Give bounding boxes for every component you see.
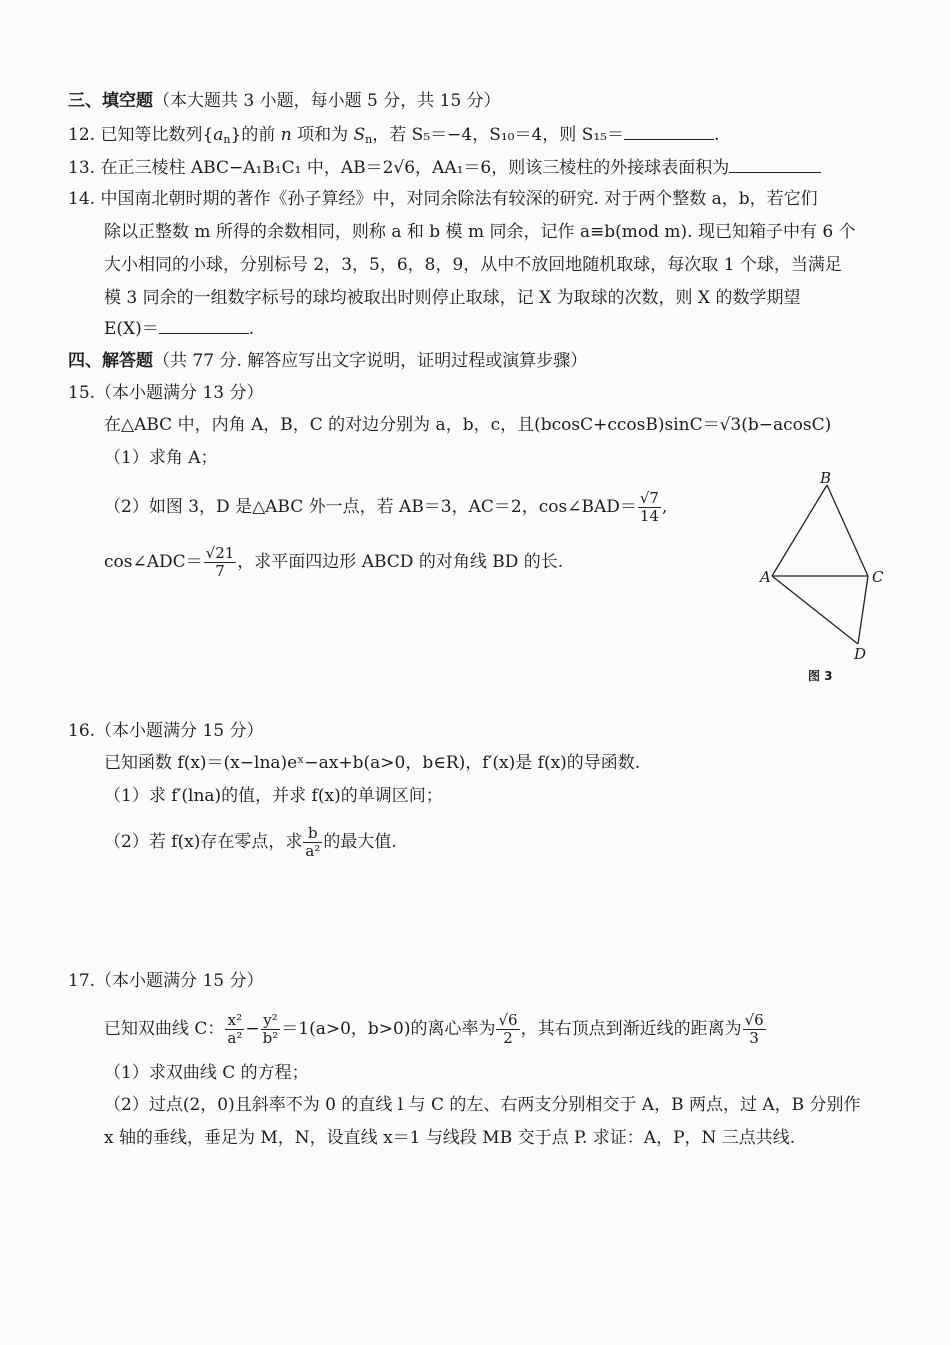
section-note: （本大题共 3 小题，每小题 5 分，共 15 分） — [153, 91, 501, 111]
edge-bc — [827, 485, 868, 576]
q17-part-1: （1）求双曲线 C 的方程； — [104, 1063, 309, 1083]
frac-denominator: b² — [262, 1029, 279, 1047]
section-note: （共 77 分. 解答应写出文字说明，证明过程或演算步骤） — [153, 351, 588, 371]
q16-part-1: （1）求 f′(lna)的值，并求 f(x)的单调区间； — [104, 786, 443, 806]
q17-stem-mid: ＝1(a>0，b>0)的离心率为 — [281, 1019, 496, 1039]
frac-denominator: 3 — [749, 1029, 759, 1047]
q14-line-1: 中国南北朝时期的著作《孙子算经》中，对同余除法有较深的研究. 对于两个整数 a，b，若它们 — [100, 189, 818, 209]
answer-blank[interactable] — [729, 158, 821, 173]
cos-adc-fraction — [204, 545, 237, 580]
q16-stem: 已知函数 f(x)＝(x−lna)eˣ−ax+b(a>0，b∈R)，f′(x)是 f(x)的导函数. — [104, 753, 641, 773]
q14-line-5 — [104, 318, 254, 340]
q16-part-2-lead: （2）若 f(x)存在零点，求 — [104, 832, 303, 852]
question-number: 14. — [68, 189, 96, 209]
section-title: 四、解答题 — [68, 351, 153, 371]
q12-text: 已知等比数列{ — [100, 125, 214, 145]
q14-line-3: 大小相同的小球，分别标号 2，3，5，6，8，9，从中不放回地随机取球，每次取 1 个球，当满足 — [104, 255, 842, 275]
q17-stem-mid-2: ，其右顶点到渐近线的距离为 — [520, 1019, 742, 1039]
cos-adc-label: cos∠ADC＝ — [104, 552, 203, 572]
question-12 — [68, 124, 719, 151]
q13-text: 在正三棱柱 ABC−A₁B₁C₁ 中，AB＝2√6，AA₁＝6，则该三棱柱的外接球表面积为 — [100, 158, 730, 178]
seq-subscript: n — [223, 133, 231, 146]
q15-header: 15.（本小题满分 13 分） — [68, 383, 264, 403]
S-subscript: n — [365, 133, 373, 146]
q16-header: 16.（本小题满分 15 分） — [68, 721, 264, 741]
figure-caption: 图 3 — [808, 669, 833, 683]
n-symbol: n — [280, 125, 292, 145]
frac-numerator: √21 — [205, 544, 235, 562]
vertex-label-d: D — [854, 645, 867, 663]
q15-part-2: （2）如图 3，D 是△ABC 外一点，若 AB＝3，AC＝2，cos∠BAD＝ $\frac{√7}{14}$ , — [104, 489, 668, 525]
q15-part-1: （1）求角 A； — [104, 448, 218, 468]
eccentricity-fraction — [496, 1012, 519, 1047]
answer-blank[interactable] — [624, 125, 714, 140]
vertex-label-b: B — [820, 469, 832, 487]
frac-numerator: √6 — [744, 1011, 764, 1029]
q17-part-2-line-2: x 轴的垂线，垂足为 M，N，设直线 x＝1 与线段 MB 交于点 P. 求证：A，P，N 三点共线. — [104, 1128, 796, 1148]
q14-end: . — [248, 319, 255, 339]
cos-bad-fraction — [638, 490, 661, 525]
frac-denominator: 7 — [215, 562, 225, 580]
frac-denominator: 2 — [503, 1029, 513, 1047]
frac-denominator: a² — [227, 1029, 243, 1047]
q16-part-2 — [104, 825, 397, 860]
q15-part-2-text: （2）如图 3，D 是△ABC 外一点，若 AB＝3，AC＝2，cos∠BAD＝ — [104, 497, 637, 517]
frac-numerator: y² — [261, 1012, 281, 1030]
section-4-heading — [68, 350, 587, 372]
q17-stem: 已知双曲线 C： $\frac{\text{x²}}{\text{a²}}$ − $\frac{\text{y²}}{\text{b²}}$ ＝1(a>0，b>0)的离心率为 $\frac{√6}{2}$ ，其右顶点到渐近线的距离为 $\frac{√6}{3}$ — [104, 1011, 764, 1047]
q17-stem-lead: 已知双曲线 C： — [104, 1019, 225, 1039]
q12-text-b: }的前 — [230, 125, 276, 145]
q17-header: 17.（本小题满分 15 分） — [68, 971, 264, 991]
section-title: 三、填空题 — [68, 91, 153, 111]
frac-denominator: 14 — [639, 507, 659, 525]
answer-blank[interactable] — [159, 319, 249, 334]
edge-cd — [858, 576, 868, 644]
y2-over-b2 — [261, 1012, 281, 1047]
x2-over-a2 — [225, 1012, 244, 1047]
question-14 — [68, 188, 818, 210]
question-13 — [68, 157, 821, 179]
q15-stem: 在△ABC 中，内角 A，B，C 的对边分别为 a，b，c，且(bcosC+ccosB)sinC＝√3(b−acosC) — [104, 415, 832, 435]
frac-numerator: √7 — [639, 489, 659, 507]
vertex-label-a: A — [760, 568, 771, 586]
seq-symbol: a — [213, 125, 224, 145]
frac-denominator: a² — [305, 842, 321, 860]
q15-part-2-cont — [104, 545, 563, 580]
q14-line-4: 模 3 同余的一组数字标号的球均被取出时则停止取球，记 X 为取球的次数，则 X 的数学期望 — [104, 288, 801, 308]
q12-end: . — [713, 125, 720, 145]
q14-expectation: E(X)＝ — [104, 319, 159, 339]
q16-part-2-tail: 的最大值. — [323, 832, 397, 852]
vertex-label-c: C — [872, 568, 884, 586]
frac-numerator: b — [303, 825, 322, 843]
b-over-a2-fraction — [303, 825, 322, 860]
S-symbol: S — [353, 125, 366, 145]
edge-ad — [772, 576, 858, 644]
question-number: 13. — [68, 158, 96, 178]
edge-ab — [772, 485, 827, 576]
section-3-heading — [68, 90, 501, 112]
q15-part-2-tail: ，求平面四边形 ABCD 的对角线 BD 的长. — [237, 552, 564, 572]
distance-fraction — [743, 1012, 766, 1047]
frac-numerator: x² — [225, 1012, 244, 1030]
q17-part-2-line-1: （2）过点(2，0)且斜率不为 0 的直线 l 与 C 的左、右两支分别相交于 A，B 两点，过 A，B 分别作 — [104, 1095, 861, 1115]
q12-text-c: 项和为 — [297, 125, 349, 145]
frac-numerator: √6 — [498, 1011, 518, 1029]
figure-3 — [740, 460, 900, 690]
q12-text-d: ，若 — [372, 125, 407, 145]
q14-line-2: 除以正整数 m 所得的余数相同，则称 a 和 b 模 m 同余，记作 a≡b(mod m). 现已知箱子中有 6 个 — [104, 222, 856, 242]
question-number: 12. — [68, 125, 96, 145]
q12-condition: S₅＝−4，S₁₀＝4，则 S₁₅＝ — [411, 125, 624, 145]
